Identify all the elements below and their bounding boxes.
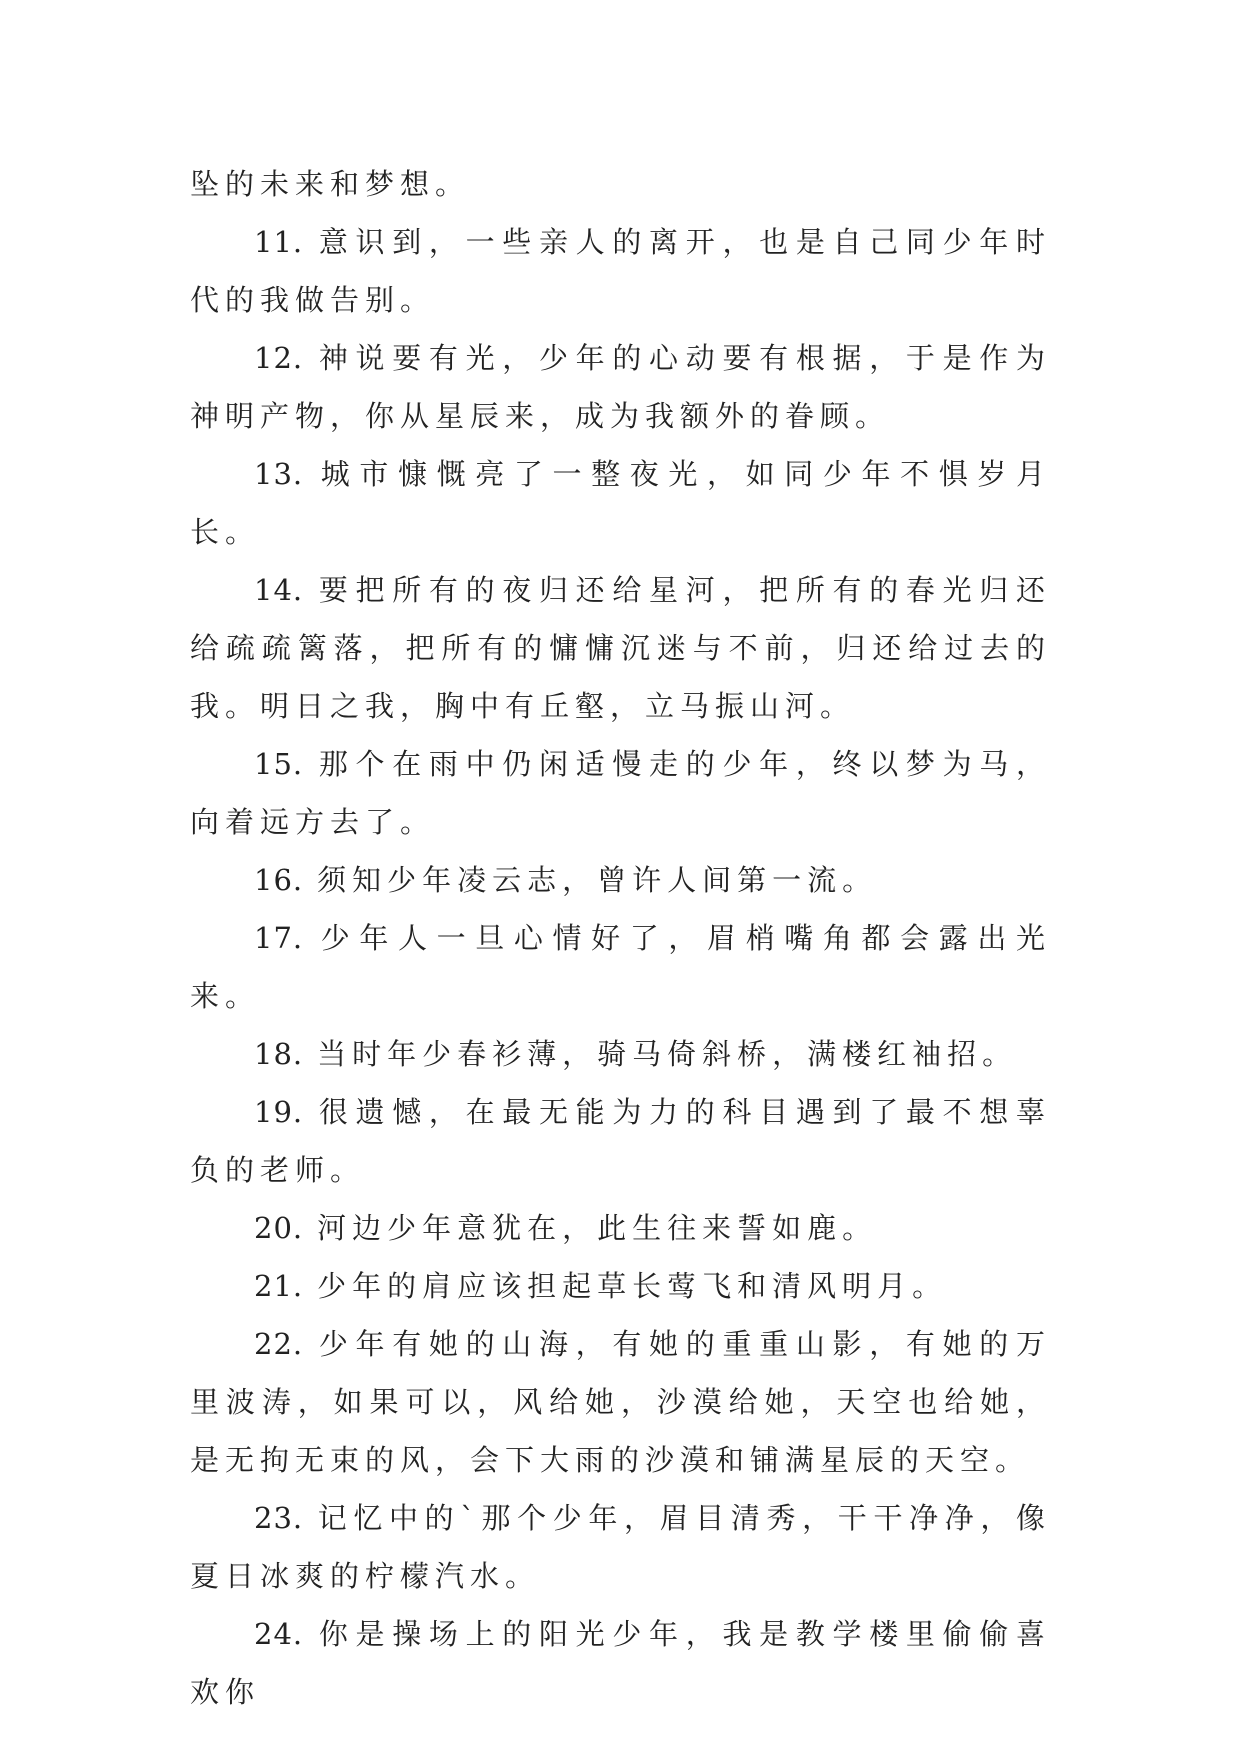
list-item-21 [190,1257,1051,1315]
list-item-19 [190,1083,1051,1199]
paragraph-continuation [190,155,1051,213]
item-number: 20. [254,1211,304,1245]
paragraph-text: 当时年少春衫薄，骑马倚斜桥，满楼红袖招。 [317,1037,1018,1071]
item-number: 23. [254,1501,304,1535]
paragraph-text: 河边少年意犹在，此生往来誓如鹿。 [317,1211,878,1245]
item-number: 15. [254,747,304,781]
paragraph-text: 少年的肩应该担起草长莺飞和清风明月。 [317,1269,948,1303]
list-item-23 [190,1489,1051,1605]
item-number: 22. [254,1327,304,1361]
paragraph-text: 坠的未来和梦想。 [190,167,471,201]
item-number: 14. [254,573,304,607]
paragraph-text: 那个在雨中仍闲适慢走的少年，终以梦为马，向着远方去了。 [190,747,1051,839]
item-number: 21. [254,1269,304,1303]
paragraph-text: 须知少年凌云志，曾许人间第一流。 [317,863,878,897]
paragraph-text: 你是操场上的阳光少年，我是教学楼里偷偷喜欢你 [190,1617,1051,1709]
list-item-20 [190,1199,1051,1257]
list-item-24 [190,1605,1051,1721]
item-number: 17. [254,921,304,955]
list-item-22 [190,1315,1051,1489]
item-number: 11. [254,225,304,259]
paragraph-text: 神说要有光，少年的心动要有根据，于是作为神明产物，你从星辰来，成为我额外的眷顾。 [190,341,1051,433]
paragraph-text: 很遗憾，在最无能为力的科目遇到了最不想辜负的老师。 [190,1095,1051,1187]
document-page [190,155,1051,1721]
item-number: 24. [254,1617,304,1651]
paragraph-text: 城市慷慨亮了一整夜光，如同少年不惧岁月长。 [190,457,1051,549]
list-item-15 [190,735,1051,851]
list-item-12 [190,329,1051,445]
list-item-13 [190,445,1051,561]
list-item-11 [190,213,1051,329]
list-item-17 [190,909,1051,1025]
paragraph-text: 少年人一旦心情好了，眉梢嘴角都会露出光来。 [190,921,1051,1013]
paragraph-text: 要把所有的夜归还给星河，把所有的春光归还给疏疏篱落，把所有的慵慵沉迷与不前，归还给过去的我。明日之我，胸中有丘壑，立马振山河。 [190,573,1051,723]
item-number: 13. [254,457,304,491]
list-item-16 [190,851,1051,909]
item-number: 18. [254,1037,304,1071]
paragraph-text: 意识到，一些亲人的离开，也是自己同少年时代的我做告别。 [190,225,1051,317]
item-number: 19. [254,1095,304,1129]
list-item-18 [190,1025,1051,1083]
list-item-14 [190,561,1051,735]
item-number: 12. [254,341,304,375]
paragraph-text: 少年有她的山海，有她的重重山影，有她的万里波涛，如果可以，风给她，沙漠给她，天空也给她，是无拘无束的风，会下大雨的沙漠和铺满星辰的天空。 [190,1327,1051,1477]
item-number: 16. [254,863,304,897]
paragraph-text: 记忆中的`那个少年，眉目清秀，干干净净，像夏日冰爽的柠檬汽水。 [190,1501,1051,1593]
